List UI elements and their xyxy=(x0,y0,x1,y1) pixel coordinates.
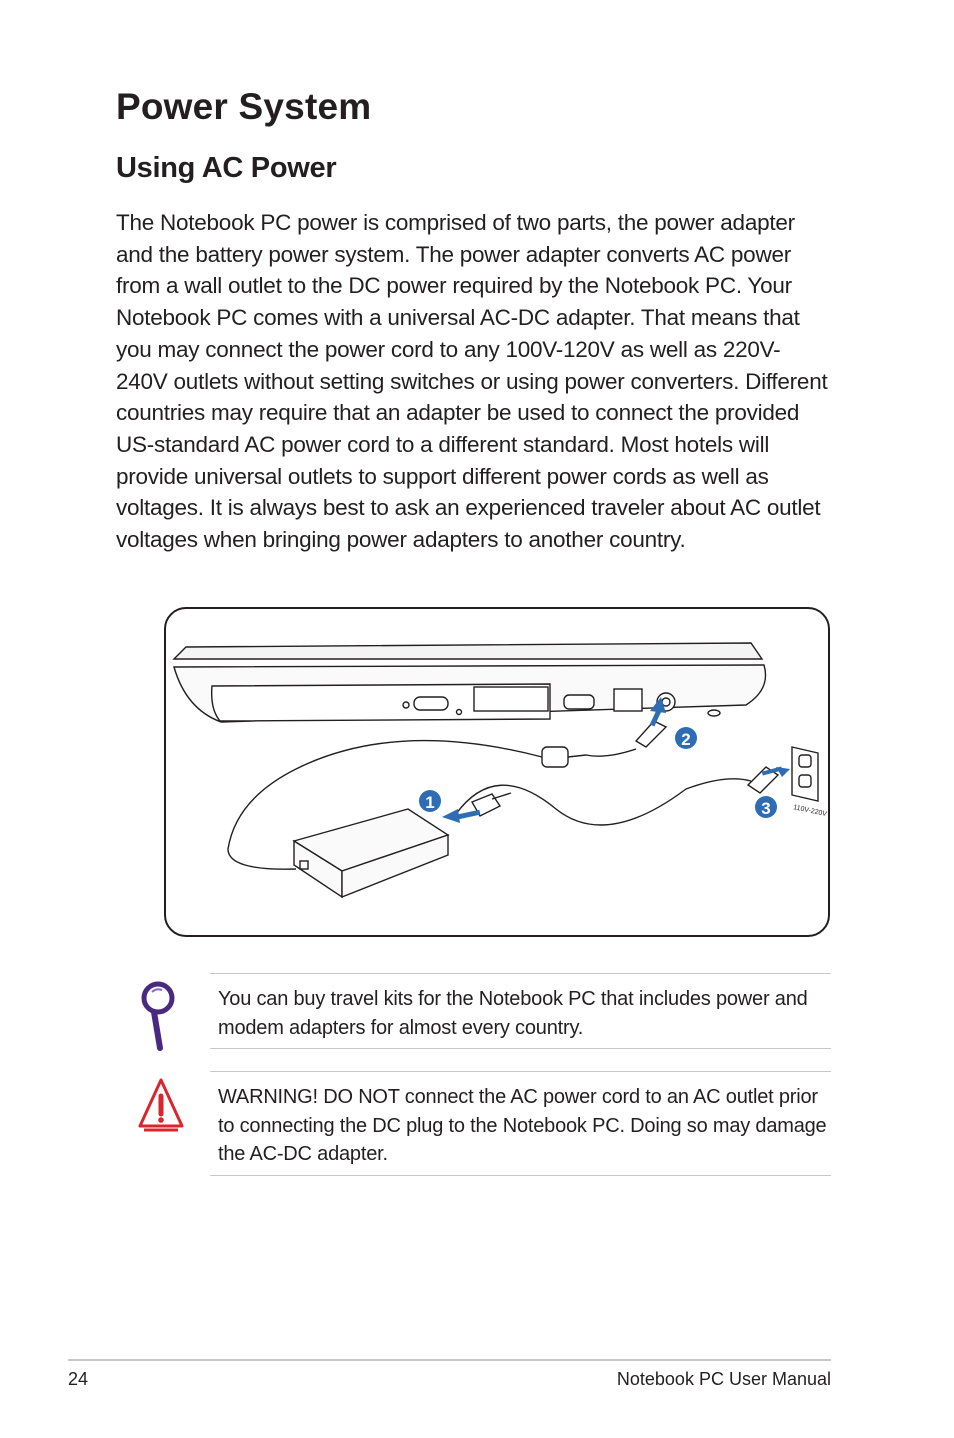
outlet-voltage-label: 110V-220V xyxy=(792,804,828,819)
page-title: Power System xyxy=(116,86,372,127)
tip-note xyxy=(210,973,831,1049)
step-badge-1 xyxy=(419,790,441,812)
tip-text: You can buy travel kits for the Notebook PC that includes power and modem adapters for almost every country. xyxy=(218,988,808,1039)
illustration-drawing xyxy=(166,609,830,937)
body-paragraph: The Notebook PC power is comprised of two parts, the power adapter and the battery power system. The power adapter converts AC power from a wall outlet to the DC power required by the Notebook PC. Your Notebook PC comes with a universal AC-DC adapter. That means that you may connect the power cord to any 100V-120V as well as 220V-240V outlets without setting switches or using power converters. Different countries may require that an adapter be used to connect the provided US-standard AC power cord to a different standard. Most hotels will provide universal outlets to support different power cords as well as voltages. It is always best to ask an experienced traveler about AC outlet voltages when bringing power adapters to another country. xyxy=(116,210,828,553)
power-adapter xyxy=(294,809,448,897)
magnifier-icon xyxy=(138,980,178,1059)
manual-title: Notebook PC User Manual xyxy=(616,1369,831,1389)
step-number-3: 3 xyxy=(761,799,771,818)
step-badge-3 xyxy=(755,796,777,818)
warning-text: WARNING! DO NOT connect the AC power cord to an AC outlet prior to connecting the DC plug to the Notebook PC. Doing so may damage the AC-DC adapter. xyxy=(218,1086,827,1166)
notebook-pc-side-view xyxy=(174,643,766,722)
step-number-1: 1 xyxy=(425,793,435,812)
warning-triangle-icon xyxy=(136,1076,186,1139)
ac-power-connection-illustration xyxy=(164,607,830,937)
step-badge-2 xyxy=(675,727,697,749)
step-number-2: 2 xyxy=(681,730,691,749)
footer-divider xyxy=(68,1359,831,1361)
warning-note xyxy=(210,1071,831,1176)
section-title: Using AC Power xyxy=(116,152,337,184)
wall-outlet xyxy=(792,747,818,801)
page-number: 24 xyxy=(68,1369,89,1389)
